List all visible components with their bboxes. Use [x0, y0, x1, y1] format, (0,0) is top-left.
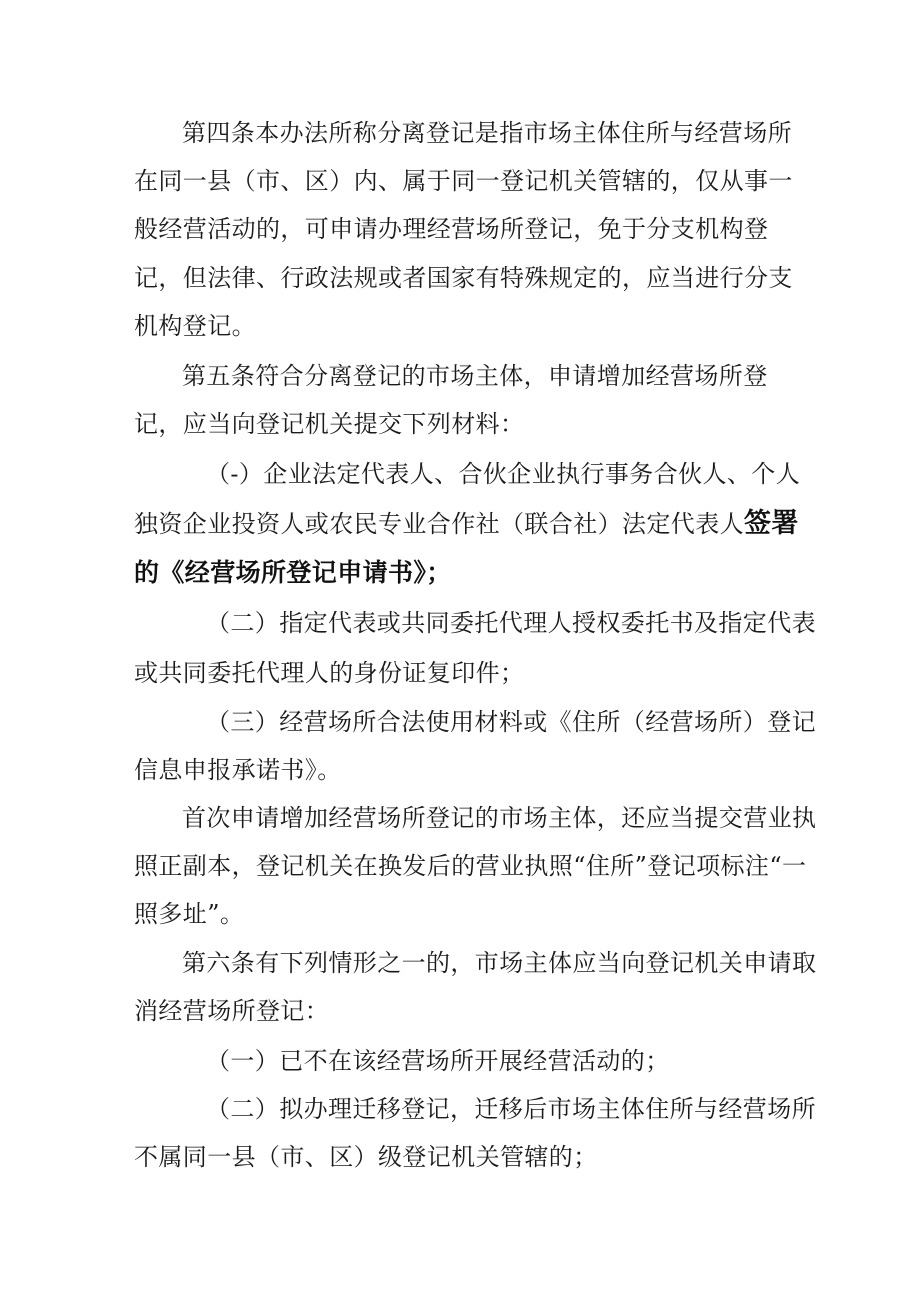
item-1-line-3: 的《经营场所登记申请书》；	[134, 558, 452, 587]
first-application-line-2: 照正副本，登记机关在换发后的营业执照“住所”登记项标注“一	[134, 852, 807, 880]
article-4-line-5: 机构登记。	[134, 312, 256, 340]
article-4-line-3: 般经营活动的，可申请办理经营场所登记，免于分支机构登	[134, 215, 769, 243]
article-6-line-1: 第六条有下列情形之一的，市场主体应当向登记机关申请取	[182, 949, 817, 977]
item-2-line-2: 或共同委托代理人的身份证复印件；	[134, 659, 525, 687]
item-2-line-1: （二）指定代表或共同委托代理人授权委托书及指定代表	[206, 609, 816, 637]
cancel-item-1: （一）已不在该经营场所开展经营活动的；	[206, 1047, 670, 1075]
item-1-line-1: （-）企业法定代表人、合伙企业执行事务合伙人、个人	[206, 460, 801, 488]
cancel-item-2-line-1: （二）拟办理迁移登记，迁移后市场主体住所与经营场所	[206, 1095, 816, 1123]
item-3-line-2: 信息申报承诺书》。	[134, 756, 342, 784]
cancel-item-2-line-2: 不属同一县（市、区）级登记机关管辖的；	[134, 1143, 598, 1171]
item-1-line-2-text: 独资企业投资人或农民专业合作社（联合社）法定代表人	[134, 510, 744, 538]
article-4-line-2: 在同一县（市、区）内、属于同一登记机关管辖的，仅从事一	[134, 167, 793, 195]
article-4-line-1: 第四条本办法所称分离登记是指市场主体住所与经营场所	[182, 119, 792, 147]
article-5-line-1: 第五条符合分离登记的市场主体，申请增加经营场所登	[182, 362, 768, 390]
item-3-line-1: （三）经营场所合法使用材料或《住所（经营场所）登记	[206, 708, 816, 736]
article-4-line-4: 记，但法律、行政法规或者国家有特殊规定的，应当进行分支	[134, 264, 793, 292]
first-application-line-1: 首次申请增加经营场所登记的市场主体，还应当提交营业执	[182, 804, 817, 832]
first-application-line-3: 照多址”。	[134, 900, 245, 928]
article-5-line-2: 记，应当向登记机关提交下列材料：	[134, 410, 525, 438]
item-1-line-2	[134, 509, 799, 539]
signature-emphasis: 签署	[744, 508, 799, 539]
article-6-line-2: 消经营场所登记：	[134, 997, 330, 1025]
